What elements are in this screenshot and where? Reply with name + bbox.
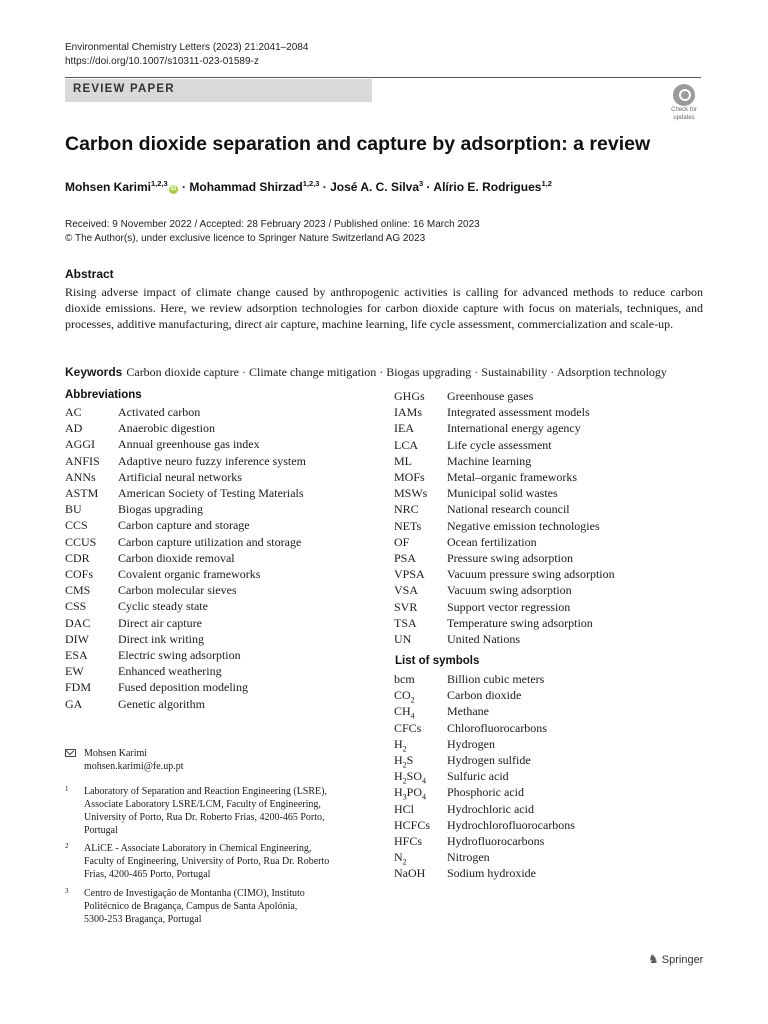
definition: Life cycle assessment <box>447 437 552 452</box>
abbreviation-row <box>65 566 306 582</box>
abbreviation-row <box>65 485 306 501</box>
abbreviation-row <box>394 501 615 517</box>
definition: Carbon capture utilization and storage <box>118 534 302 549</box>
abbreviation-row <box>394 404 615 420</box>
orcid-icon[interactable]: iD <box>170 186 177 192</box>
term: GA <box>65 696 83 711</box>
definition: Carbon molecular sieves <box>118 583 237 598</box>
abbreviation-row <box>65 517 306 533</box>
abbreviations-list-left <box>65 404 306 712</box>
abbreviation-row <box>394 518 615 534</box>
publication-dates <box>65 218 480 246</box>
author-name: José A. C. Silva <box>330 180 420 194</box>
definition: Greenhouse gases <box>447 389 534 403</box>
term: EW <box>65 664 84 679</box>
definition: Cyclic steady state <box>118 599 208 614</box>
term: PSA <box>394 551 417 566</box>
definition: Chlorofluorocarbons <box>447 720 547 735</box>
definition: Anaerobic digestion <box>118 421 215 436</box>
symbol-row <box>394 865 575 881</box>
term: VPSA <box>394 567 425 582</box>
term: OF <box>394 534 410 549</box>
definition: Ocean fertilization <box>447 534 537 549</box>
author-affiliation: 1,2,3 <box>302 179 320 188</box>
term: UN <box>394 632 412 647</box>
term: CSS <box>65 599 87 614</box>
symbol-row <box>394 703 575 719</box>
term: DIW <box>65 631 89 646</box>
affiliation <box>65 842 329 881</box>
term: SVR <box>394 599 418 614</box>
dates-line: Received: 9 November 2022 / Accepted: 28 February 2023 / Published online: 16 March 2023 <box>65 219 480 230</box>
check-updates-icon <box>673 84 695 106</box>
springer-logo-icon: ♞ <box>648 952 659 966</box>
publisher-footer <box>648 952 703 966</box>
definition: Carbon capture and storage <box>118 518 250 533</box>
abbreviation-row <box>394 631 615 647</box>
abbreviation-row <box>394 437 615 453</box>
symbol-row <box>394 784 575 800</box>
term: CMS <box>65 583 91 598</box>
badge-line2: updates <box>673 115 695 121</box>
definition: Direct air capture <box>118 615 202 630</box>
symbol-row <box>394 849 575 865</box>
term: $N_2$ <box>394 850 407 867</box>
definition: Hydrofluorocarbons <box>447 834 545 849</box>
abbreviation-row <box>65 534 306 550</box>
abbreviation-row <box>65 663 306 679</box>
abbreviation-row <box>65 598 306 614</box>
doi-link[interactable]: https://doi.org/10.1007/s10311-023-01589-z <box>65 56 259 67</box>
term: $H_2SO_4$ <box>394 769 427 786</box>
term: AGGI <box>65 437 95 452</box>
abbreviation-row <box>394 566 615 582</box>
term: LCA <box>394 437 418 452</box>
email-link[interactable]: mohsen.karimi@fe.up.pt <box>84 761 184 772</box>
symbol-row <box>394 671 575 687</box>
term: MOFs <box>394 470 425 485</box>
abbreviation-row <box>394 534 615 550</box>
term: HFCs <box>394 834 423 849</box>
paper-title: Carbon dioxide separation and capture by adsorption: a review <box>65 133 651 155</box>
abbreviation-row <box>65 469 306 485</box>
definition: Support vector regression <box>447 599 571 614</box>
term: ESA <box>65 648 88 663</box>
definition: Negative emission technologies <box>447 518 600 533</box>
definition: Vacuum pressure swing adsorption <box>447 567 615 582</box>
symbol-row <box>394 768 575 784</box>
abbreviation-row <box>394 388 615 404</box>
affiliation <box>65 887 305 926</box>
definition: Hydrochlorofluorocarbons <box>447 817 575 832</box>
abbreviation-row <box>65 679 306 695</box>
check-for-updates-badge[interactable] <box>666 84 702 124</box>
symbol-row <box>394 801 575 817</box>
affiliation-text: ALiCE - Associate Laboratory in Chemical Engineering, Faculty of Engineering, University of Porto, Rua Dr. Roberto Frias, 4200-465 Porto, Portugal <box>84 843 330 880</box>
abbreviation-row <box>65 501 306 517</box>
abbreviation-row <box>394 485 615 501</box>
definition: Integrated assessment models <box>447 405 590 420</box>
author-list <box>65 179 552 194</box>
term: $CH_4$ <box>394 704 415 721</box>
term: HCl <box>394 801 415 816</box>
copyright-line: © The Author(s), under exclusive licence to Springer Nature Switzerland AG 2023 <box>65 233 426 244</box>
author-affiliation: 3 <box>419 179 424 188</box>
affiliation <box>65 785 327 837</box>
definition: National research council <box>447 502 570 517</box>
definition: Electric swing adsorption <box>118 648 241 663</box>
definition: Temperature swing adsorption <box>447 615 593 630</box>
definition: Vacuum swing adsorption <box>447 583 572 598</box>
definition: Pressure swing adsorption <box>447 551 573 566</box>
abbreviation-row <box>394 420 615 436</box>
definition: Adaptive neuro fuzzy inference system <box>118 453 306 468</box>
author-affiliation: 1,2,3 <box>151 179 168 188</box>
abbreviation-row <box>394 469 615 485</box>
definition: Phosphoric acid <box>447 785 524 800</box>
section-label: REVIEW PAPER <box>73 83 175 95</box>
definition: Biogas upgrading <box>118 502 203 517</box>
term: ASTM <box>65 486 99 501</box>
keywords <box>65 365 667 380</box>
definition: Machine learning <box>447 453 532 468</box>
term: CFCs <box>394 720 422 735</box>
abbreviation-row <box>65 615 306 631</box>
author-affiliation: 1,2 <box>541 179 552 188</box>
term: bcm <box>394 672 415 686</box>
definition: Artificial neural networks <box>118 469 242 484</box>
section-band <box>65 79 372 102</box>
definition: American Society of Testing Materials <box>118 486 304 501</box>
term: COFs <box>65 567 94 582</box>
definition: Genetic algorithm <box>118 696 205 711</box>
journal-citation: Environmental Chemistry Letters (2023) 21:2041–2084 <box>65 42 309 53</box>
definition: Carbon dioxide removal <box>118 550 235 565</box>
symbols-heading: List of symbols <box>395 655 480 667</box>
abbreviation-row <box>394 599 615 615</box>
keywords-heading: Keywords <box>65 365 123 379</box>
term: IAMs <box>394 405 423 420</box>
definition: International energy agency <box>447 421 581 436</box>
header-rule <box>65 77 701 78</box>
keywords-text: Carbon dioxide capture · Climate change mitigation · Biogas upgrading · Sustainability · Adsorption technology <box>126 365 667 379</box>
definition: Covalent organic frameworks <box>118 567 261 582</box>
term: ML <box>394 453 412 468</box>
abbreviation-row <box>394 582 615 598</box>
affiliation-number: 3 <box>65 887 69 895</box>
term: NETs <box>394 518 422 533</box>
term: $H_3PO_4$ <box>394 785 427 802</box>
term: ANFIS <box>65 453 100 468</box>
term: MSWs <box>394 486 428 501</box>
abbreviation-row <box>65 647 306 663</box>
term: GHGs <box>394 389 425 403</box>
definition: Methane <box>447 704 489 719</box>
badge-line1: Check for <box>671 107 697 113</box>
symbol-row <box>394 720 575 736</box>
term: CDR <box>65 550 90 565</box>
term: FDM <box>65 680 92 695</box>
affiliation-number: 2 <box>65 842 69 850</box>
corresponding-author: Mohsen Karimi <box>84 748 148 759</box>
abstract-text: Rising adverse impact of climate change caused by anthropogenic activities is calling for advanced methods to reduce carbon dioxide emissions. Here, we review adsorption technologies for carbon dioxide capture with focus on materials, techniques, and processes, additive manufacturing, direct air capture, machine learning, life cycle assessment, commercialization and scale-up. <box>65 285 703 331</box>
definition: Sulfuric acid <box>447 769 509 784</box>
definition: Carbon dioxide <box>447 688 522 703</box>
envelope-icon <box>65 749 76 757</box>
abbreviation-row <box>65 436 306 452</box>
publisher-name: Springer <box>661 954 704 966</box>
symbol-row <box>394 736 575 752</box>
definition: Nitrogen <box>447 850 490 865</box>
symbol-row <box>394 817 575 833</box>
abstract-heading: Abstract <box>65 267 114 281</box>
definition: Activated carbon <box>118 405 201 419</box>
affiliation-text: Laboratory of Separation and Reaction Engineering (LSRE), Associate Laboratory LSRE/LCM, Faculty of Engineering, University of Porto, Rua Dr. Roberto Frias, 4200-465 Porto, Portugal <box>84 786 327 836</box>
abbreviation-row <box>65 631 306 647</box>
abbreviation-row <box>65 696 306 712</box>
term: TSA <box>394 615 417 630</box>
abbreviations-heading: Abbreviations <box>65 389 142 401</box>
definition: Hydrogen <box>447 736 495 751</box>
abbreviation-row <box>65 453 306 469</box>
definition: Sodium hydroxide <box>447 866 536 881</box>
definition: Hydrochloric acid <box>447 801 534 816</box>
term: AD <box>65 421 83 436</box>
author-separator: · <box>423 180 434 194</box>
term: ANNs <box>65 469 96 484</box>
affiliation-text: Centro de Investigação de Montanha (CIMO), Instituto Politécnico de Bragança, Campus de Santa Apolónia, 5300-253 Bragança, Portugal <box>84 888 305 925</box>
term: BU <box>65 502 82 517</box>
author-name: Mohammad Shirzad <box>189 180 303 194</box>
term: VSA <box>394 583 419 598</box>
definition: Fused deposition modeling <box>118 680 248 695</box>
term: NRC <box>394 502 419 517</box>
definition: Billion cubic meters <box>447 672 545 686</box>
definition: Metal–organic frameworks <box>447 470 578 485</box>
term: CCS <box>65 518 88 533</box>
symbol-row <box>394 687 575 703</box>
term: DAC <box>65 615 91 630</box>
abbreviation-row <box>394 453 615 469</box>
abbreviation-row <box>65 582 306 598</box>
term: IEA <box>394 421 414 436</box>
term: $H_2$ <box>394 736 407 754</box>
correspondence <box>65 747 183 773</box>
abbreviation-row <box>394 615 615 631</box>
abbreviation-row <box>65 404 306 420</box>
author-separator: · <box>319 180 331 194</box>
term: AC <box>65 405 82 419</box>
symbol-row <box>394 833 575 849</box>
abbreviation-row <box>65 420 306 436</box>
term: CCUS <box>65 534 97 549</box>
term: $CO_2$ <box>394 688 415 705</box>
definition: Municipal solid wastes <box>447 486 558 501</box>
term: NaOH <box>394 866 426 881</box>
author-name: Mohsen Karimi <box>65 180 152 194</box>
abbreviation-row <box>65 550 306 566</box>
term: HCFCs <box>394 817 431 832</box>
definition: United Nations <box>447 632 520 647</box>
definition: Hydrogen sulfide <box>447 753 531 768</box>
symbols-list <box>394 671 575 882</box>
author-separator: · <box>178 180 190 194</box>
journal-header <box>65 41 308 69</box>
definition: Direct ink writing <box>118 631 204 646</box>
symbol-row <box>394 752 575 768</box>
definition: Annual greenhouse gas index <box>118 437 260 452</box>
author-name: Alírio E. Rodrigues <box>433 180 542 194</box>
affiliation-number: 1 <box>65 785 69 793</box>
definition: Enhanced weathering <box>118 664 222 679</box>
abbreviations-list-right <box>394 388 615 647</box>
term: $H_2S$ <box>394 753 414 770</box>
abbreviation-row <box>394 550 615 566</box>
